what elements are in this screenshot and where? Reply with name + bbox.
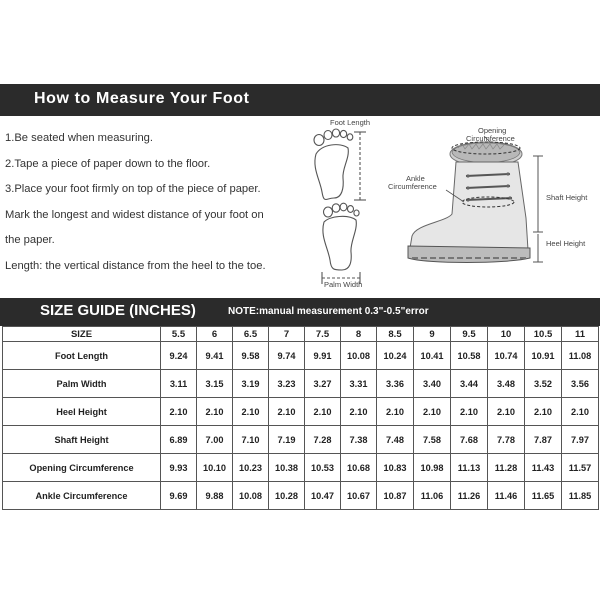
table-cell: 11.13 — [451, 454, 488, 482]
table-row — [3, 398, 599, 426]
table-cell: 3.56 — [562, 370, 599, 398]
table-cell: 11.46 — [488, 482, 525, 510]
table-cell: 10.91 — [525, 342, 562, 370]
size-table — [2, 326, 599, 510]
size-header-cell: 8 — [341, 327, 377, 342]
table-cell: 2.10 — [305, 398, 341, 426]
size-header-cell: 6 — [197, 327, 233, 342]
table-row — [3, 482, 599, 510]
instruction-line-4: Mark the longest and widest distance of your foot on — [5, 208, 264, 221]
row-label: Ankle Circumference — [3, 482, 161, 510]
size-header-cell: 6.5 — [233, 327, 269, 342]
size-guide-note: NOTE:manual measurement 0.3"-0.5"error — [228, 306, 429, 317]
table-cell: 3.19 — [233, 370, 269, 398]
table-cell: 7.87 — [525, 426, 562, 454]
table-cell: 7.58 — [414, 426, 451, 454]
table-cell: 10.53 — [305, 454, 341, 482]
table-cell: 11.26 — [451, 482, 488, 510]
table-cell: 7.78 — [488, 426, 525, 454]
table-cell: 10.98 — [414, 454, 451, 482]
table-cell: 2.10 — [161, 398, 197, 426]
table-cell: 2.10 — [197, 398, 233, 426]
table-cell: 11.06 — [414, 482, 451, 510]
table-cell: 3.40 — [414, 370, 451, 398]
size-header-cell: 9.5 — [451, 327, 488, 342]
palm-width-label: Palm Width — [324, 280, 363, 289]
instruction-line-3: 3.Place your foot firmly on top of the piece of paper. — [5, 183, 261, 195]
table-cell: 9.74 — [269, 342, 305, 370]
measure-banner — [0, 84, 600, 116]
ankle-circumference-label-1: Ankle — [406, 174, 425, 183]
table-cell: 9.24 — [161, 342, 197, 370]
instruction-line-1: 1.Be seated when measuring. — [5, 132, 154, 144]
table-cell: 2.10 — [414, 398, 451, 426]
table-cell: 10.83 — [377, 454, 414, 482]
table-cell: 7.97 — [562, 426, 599, 454]
size-header-cell: 7 — [269, 327, 305, 342]
table-cell: 2.10 — [233, 398, 269, 426]
table-cell: 7.68 — [451, 426, 488, 454]
table-cell: 9.93 — [161, 454, 197, 482]
table-cell: 10.38 — [269, 454, 305, 482]
table-cell: 3.27 — [305, 370, 341, 398]
table-cell: 10.41 — [414, 342, 451, 370]
footprint-icon — [300, 118, 400, 293]
table-cell: 3.48 — [488, 370, 525, 398]
size-header-cell: 9 — [414, 327, 451, 342]
opening-circumference-label-1: Opening — [478, 126, 507, 135]
table-cell: 9.88 — [197, 482, 233, 510]
table-cell: 11.28 — [488, 454, 525, 482]
table-cell: 7.00 — [197, 426, 233, 454]
instruction-line-5: the paper. — [5, 234, 55, 246]
table-cell: 9.58 — [233, 342, 269, 370]
table-cell: 2.10 — [269, 398, 305, 426]
table-cell: 2.10 — [562, 398, 599, 426]
table-cell: 7.48 — [377, 426, 414, 454]
size-header-cell: 7.5 — [305, 327, 341, 342]
instruction-line-2: 2.Tape a piece of paper down to the floor. — [5, 157, 211, 170]
foot-diagram — [300, 118, 400, 293]
table-cell: 3.15 — [197, 370, 233, 398]
table-cell: 2.10 — [451, 398, 488, 426]
row-label: Heel Height — [3, 398, 161, 426]
size-header-row — [3, 327, 599, 342]
opening-circumference-label-2: Circumference — [466, 134, 515, 143]
shaft-height-label: Shaft Height — [546, 193, 588, 202]
size-header-label: SIZE — [3, 327, 161, 342]
table-cell: 3.23 — [269, 370, 305, 398]
table-cell: 3.31 — [341, 370, 377, 398]
table-cell: 10.08 — [341, 342, 377, 370]
table-cell: 11.85 — [562, 482, 599, 510]
table-cell: 10.67 — [341, 482, 377, 510]
measure-title: How to Measure Your Foot — [34, 90, 250, 107]
table-cell: 10.28 — [269, 482, 305, 510]
table-cell: 10.24 — [377, 342, 414, 370]
table-cell: 2.10 — [341, 398, 377, 426]
table-cell: 10.08 — [233, 482, 269, 510]
table-cell: 10.47 — [305, 482, 341, 510]
table-row — [3, 426, 599, 454]
boot-icon — [386, 118, 598, 288]
table-cell: 11.08 — [562, 342, 599, 370]
table-cell: 11.43 — [525, 454, 562, 482]
size-guide-title: SIZE GUIDE (INCHES) — [40, 302, 196, 319]
foot-length-label: Foot Length — [330, 118, 371, 127]
table-cell: 2.10 — [525, 398, 562, 426]
size-header-cell: 10.5 — [525, 327, 562, 342]
table-cell: 10.68 — [341, 454, 377, 482]
table-cell: 10.58 — [451, 342, 488, 370]
table-cell: 10.74 — [488, 342, 525, 370]
table-cell: 10.87 — [377, 482, 414, 510]
measure-instructions — [5, 128, 300, 281]
table-cell: 3.36 — [377, 370, 414, 398]
size-guide-banner — [0, 298, 600, 326]
table-row — [3, 342, 599, 370]
table-cell: 3.44 — [451, 370, 488, 398]
table-cell: 10.23 — [233, 454, 269, 482]
heel-height-label: Heel Height — [546, 239, 586, 248]
row-label: Opening Circumference — [3, 454, 161, 482]
instruction-line-6: Length: the vertical distance from the heel to the toe. — [5, 259, 266, 272]
size-header-cell: 10 — [488, 327, 525, 342]
table-cell: 7.38 — [341, 426, 377, 454]
table-cell: 9.41 — [197, 342, 233, 370]
table-cell: 11.65 — [525, 482, 562, 510]
table-cell: 2.10 — [488, 398, 525, 426]
table-cell: 10.10 — [197, 454, 233, 482]
row-label: Foot Length — [3, 342, 161, 370]
table-row — [3, 454, 599, 482]
size-header-cell: 8.5 — [377, 327, 414, 342]
table-cell: 6.89 — [161, 426, 197, 454]
table-cell: 9.69 — [161, 482, 197, 510]
row-label: Palm Width — [3, 370, 161, 398]
table-cell: 2.10 — [377, 398, 414, 426]
table-cell: 11.57 — [562, 454, 599, 482]
table-cell: 7.28 — [305, 426, 341, 454]
table-cell: 3.52 — [525, 370, 562, 398]
size-header-cell: 5.5 — [161, 327, 197, 342]
size-header-cell: 11 — [562, 327, 599, 342]
table-cell: 7.10 — [233, 426, 269, 454]
table-cell: 3.11 — [161, 370, 197, 398]
table-row — [3, 370, 599, 398]
table-cell: 7.19 — [269, 426, 305, 454]
table-cell: 9.91 — [305, 342, 341, 370]
row-label: Shaft Height — [3, 426, 161, 454]
boot-diagram — [386, 118, 598, 288]
ankle-circumference-label-2: Circumference — [388, 182, 437, 191]
